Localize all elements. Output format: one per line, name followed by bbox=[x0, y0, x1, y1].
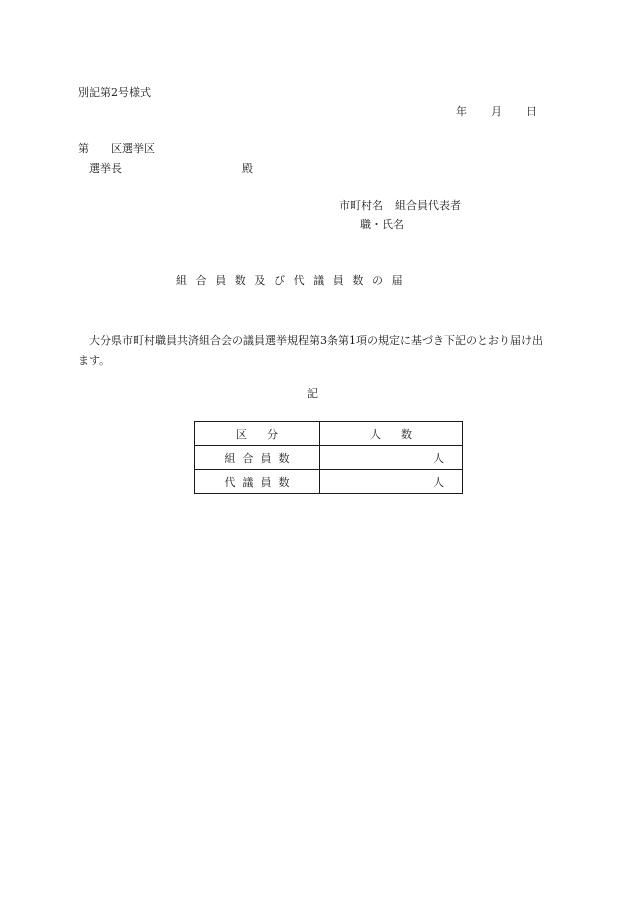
sender-line bbox=[339, 200, 461, 211]
chairman-label: 選挙長 bbox=[89, 162, 122, 175]
date-line bbox=[456, 106, 537, 117]
representative-label: 組合員代表者 bbox=[395, 199, 461, 212]
row-unit: 人 bbox=[320, 446, 463, 470]
date-day-label: 日 bbox=[526, 105, 537, 118]
honorific-label: 殿 bbox=[242, 162, 253, 175]
ki-heading: 記 bbox=[307, 387, 318, 400]
date-year-label: 年 bbox=[456, 105, 467, 118]
document-title: 組合員数及び代議員数の届 bbox=[176, 274, 412, 287]
table-header-row bbox=[195, 422, 463, 446]
row-label: 組合員数 bbox=[195, 446, 320, 470]
row-label: 代議員数 bbox=[195, 470, 320, 494]
date-month-label: 月 bbox=[491, 105, 502, 118]
table-row bbox=[195, 446, 463, 470]
form-number: 別記第2号様式 bbox=[78, 86, 151, 99]
district-line bbox=[78, 143, 155, 154]
count-table bbox=[194, 421, 463, 494]
body-paragraph: 大分県市町村職員共済組合会の議員選挙規程第3条第1項の規定に基づき下記のとおり届け出ます。 bbox=[78, 334, 543, 367]
row-unit: 人 bbox=[320, 470, 463, 494]
header-category: 区分 bbox=[195, 422, 320, 446]
municipality-label: 市町村名 bbox=[339, 199, 383, 212]
table-row bbox=[195, 470, 463, 494]
position-name-label: 職・氏名 bbox=[360, 218, 404, 231]
header-count: 人数 bbox=[320, 422, 463, 446]
chairman-line bbox=[89, 163, 253, 174]
district-suffix: 区選挙区 bbox=[111, 142, 155, 155]
district-prefix: 第 bbox=[78, 142, 89, 155]
